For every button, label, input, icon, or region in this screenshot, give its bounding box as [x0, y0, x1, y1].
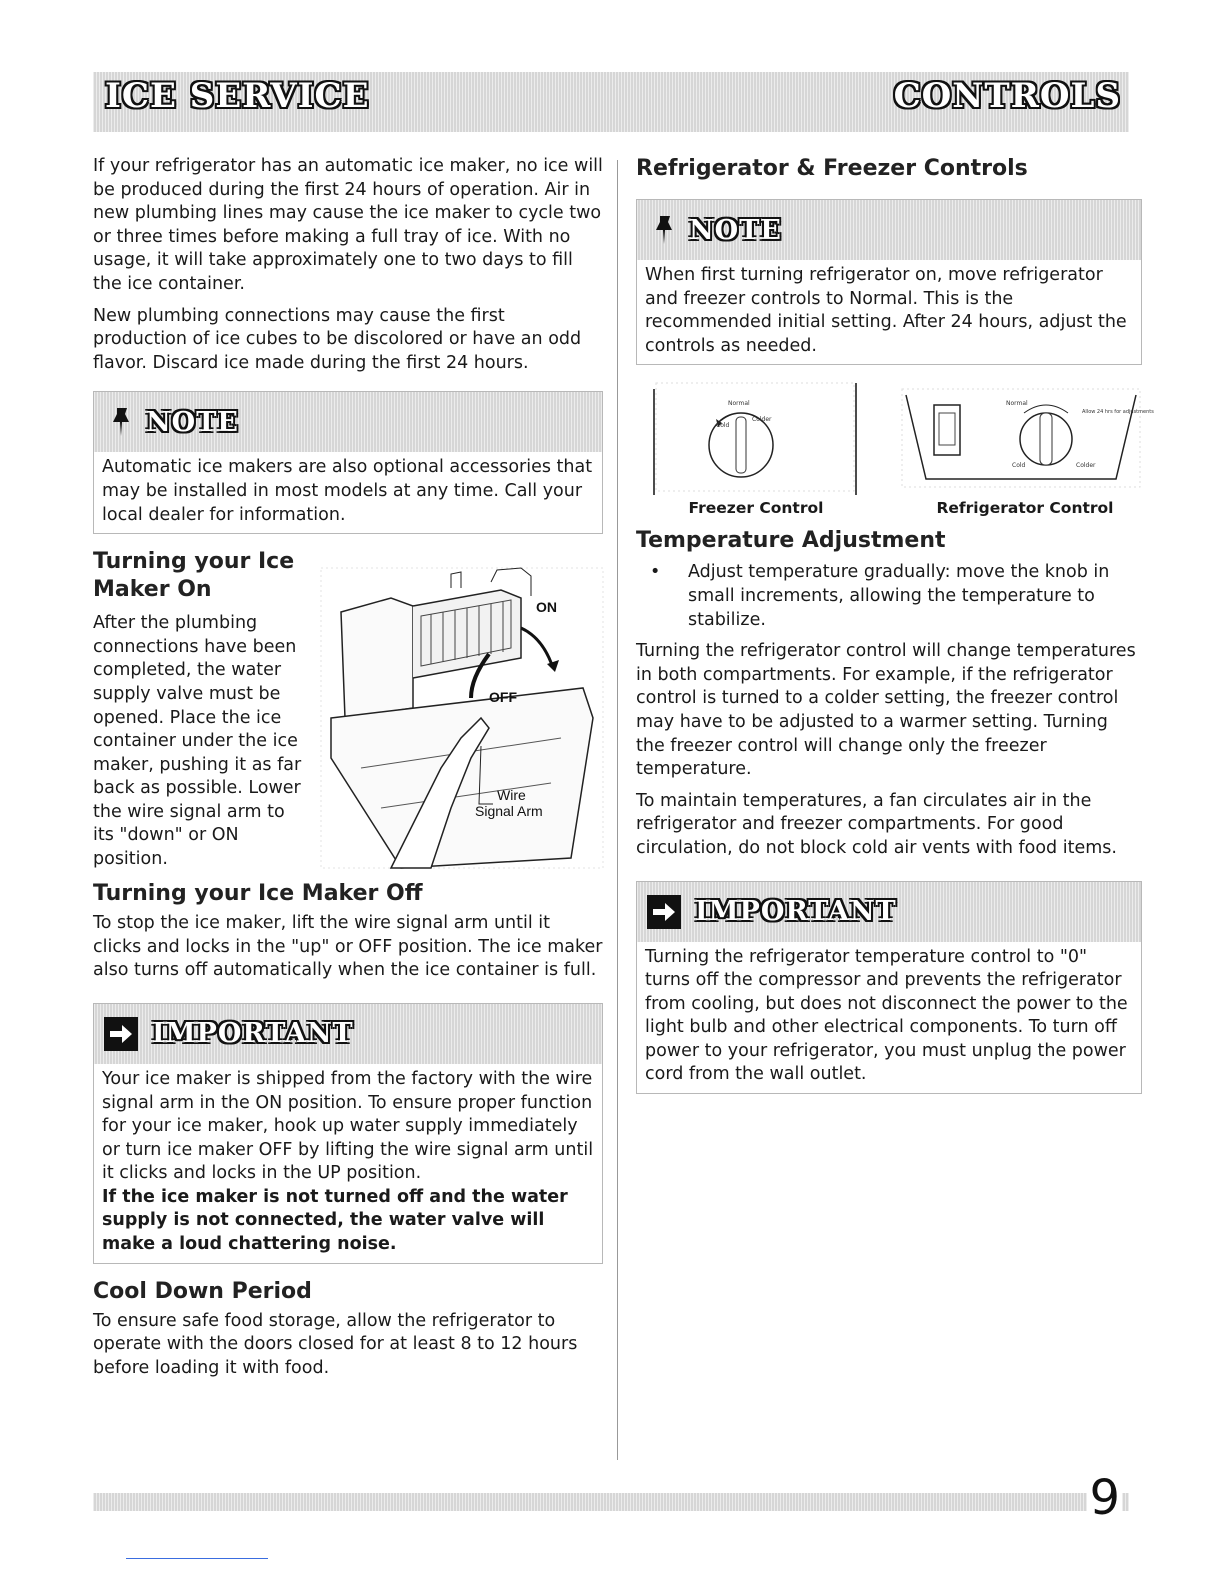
arrow-right-icon: [647, 895, 681, 929]
freezer-normal-label: Normal: [728, 400, 750, 408]
turn-on-heading: Turning your Ice Maker On: [93, 549, 295, 603]
turn-on-text: After the plumbing connections have been completed, the water supply valve must be opened. Place the ice container under the ice maker, pushing it as far back as possible. Lower the wire signal arm to its "down" or ON position.: [93, 613, 302, 870]
turn-on-section: [93, 548, 603, 870]
note-text: When first turning refrigerator on, move refrigerator and freezer controls to Normal. This is the recommended initial setting. After 24 hours, adjust the controls as needed.: [645, 265, 1127, 356]
left-column: [93, 155, 603, 1388]
fig-on-label: ON: [536, 599, 557, 616]
temp-paragraph-2: To maintain temperatures, a fan circulates air in the refrigerator and freezer compartments. For good circulation, do not block cold air vents with food items.: [636, 790, 1117, 858]
important-body: [94, 1064, 602, 1263]
ice-maker-illustration: [321, 568, 603, 868]
control-dials-illustration: [636, 383, 1154, 495]
intro-paragraph-1: If your refrigerator has an automatic ice maker, no ice will be produced during the first 24 hours of operation. Air in new plumbing lines may cause the ice maker to cycle two or three times before making a full tray of ice. With no usage, it will take approximately one to two days to fill the ice container.: [93, 156, 603, 294]
temp-bullet: [636, 561, 1142, 632]
fridge-colder-label: Colder: [1076, 462, 1096, 470]
temp-adjustment-heading: Temperature Adjustment: [636, 528, 946, 554]
column-divider: [617, 160, 618, 1460]
temp-paragraph-1: Turning the refrigerator control will change temperatures in both compartments. For example, if the refrigerator control is turned to a colder setting, the freezer control may have to be adjusted to a warmer setting. Turning the freezer control will change only the freezer temperature.: [636, 641, 1136, 780]
important-box-ice-maker: [93, 1003, 603, 1264]
page-number: 9: [1089, 1470, 1120, 1526]
important-box-header: [637, 882, 1141, 942]
right-column: [636, 155, 1154, 1094]
note-text: Automatic ice makers are also optional accessories that may be installed in most models at any time. Call your local dealer for information.: [102, 457, 593, 525]
important-bold-warning: If the ice maker is not turned off and the water supply is not connected, the water valve will make a loud chattering noise.: [102, 1186, 568, 1255]
pushpin-icon: [651, 214, 677, 246]
footer-bar: [93, 1493, 1129, 1511]
note-title: NOTE: [146, 406, 239, 438]
turn-off-text: To stop the ice maker, lift the wire signal arm until it clicks and locks in the "up" or OFF position. The ice maker also turns off automatically when the ice container is full.: [93, 913, 603, 981]
controls-figure: [636, 383, 1154, 523]
footer-rule: [126, 1558, 268, 1559]
fig-wire-label-2: Signal Arm: [475, 803, 543, 820]
note-box-controls: [636, 199, 1142, 365]
fig-wire-label-1: Wire: [497, 787, 526, 804]
header-title-right: CONTROLS: [893, 76, 1121, 116]
freezer-colder-label: Colder: [752, 416, 772, 424]
important-text: Turning the refrigerator temperature control to "0" turns off the compressor and prevents the refrigerator from cooling, but does not disconnect the power to the light bulb and other electrical components. To turn off power to your refrigerator, you must unplug the power cord from the wall outlet.: [645, 946, 1128, 1085]
important-box-header: [94, 1004, 602, 1064]
note-box-header: [94, 392, 602, 452]
important-text: Your ice maker is shipped from the factory with the wire signal arm in the ON position. To ensure proper function for your ice maker, hook up water supply immediately or turn ice maker OFF by lifting the wire signal arm until it clicks and locks in the UP position.: [102, 1068, 594, 1184]
cool-down-text: To ensure safe food storage, allow the refrigerator to operate with the doors closed for at least 8 to 12 hours before loading it with food.: [93, 1310, 578, 1378]
note-box-header: [637, 200, 1141, 260]
controls-heading: Refrigerator & Freezer Controls: [636, 156, 1028, 181]
fridge-allow-label: Allow 24 hrs for adjustments: [1082, 409, 1154, 416]
arrow-right-icon: [104, 1017, 138, 1051]
cool-down-heading: Cool Down Period: [93, 1278, 312, 1304]
fridge-normal-label: Normal: [1006, 400, 1028, 408]
temp-bullet-text: Adjust temperature gradually: move the knob in small increments, allowing the temperature to stabilize.: [688, 562, 1110, 630]
fridge-cold-label: Cold: [1012, 462, 1026, 470]
fig-off-label: OFF: [489, 689, 517, 706]
important-title: IMPORTANT: [695, 896, 897, 927]
refrigerator-control-caption: Refrigerator Control: [936, 499, 1114, 518]
note-box-ice-maker: [93, 391, 603, 534]
note-title: NOTE: [689, 214, 782, 246]
important-title: IMPORTANT: [152, 1018, 354, 1050]
freezer-cold-label: Cold: [716, 422, 730, 430]
freezer-control-caption: Freezer Control: [688, 499, 824, 518]
header-title-left: ICE SERVICE: [105, 76, 370, 116]
pushpin-icon: [108, 406, 134, 438]
bullet-dot-icon: •: [650, 562, 661, 583]
section-header: [93, 72, 1129, 132]
intro-paragraph-2: New plumbing connections may cause the first production of ice cubes to be discolored or have an odd flavor. Discard ice made during the first 24 hours.: [93, 305, 582, 373]
important-box-controls: [636, 881, 1142, 1095]
turn-off-heading: Turning your Ice Maker Off: [93, 881, 423, 907]
